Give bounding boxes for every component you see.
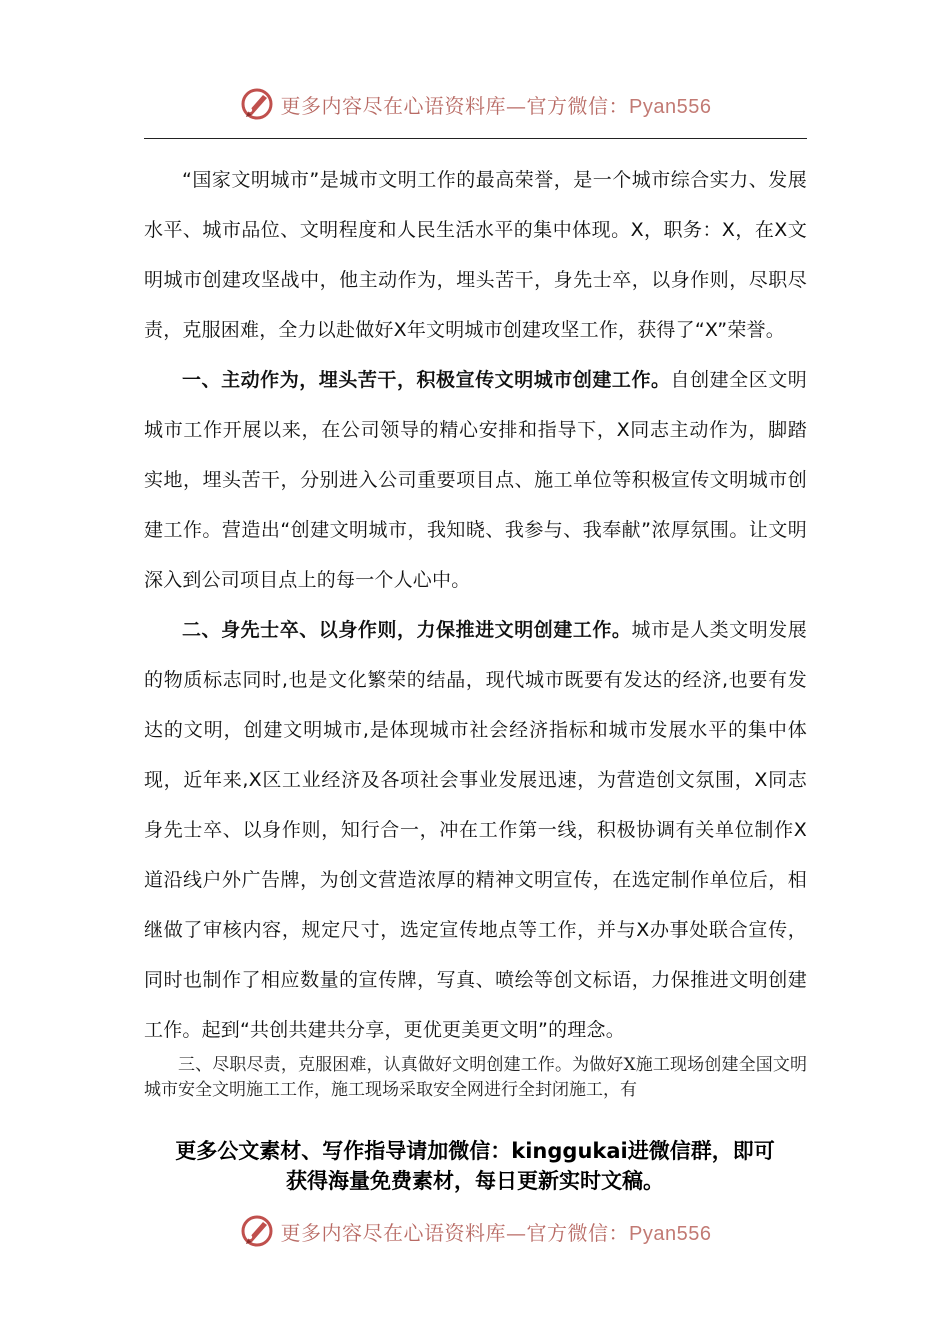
paragraph-text: “国家文明城市”是城市文明工作的最高荣誉，是一个城市综合实力、发展水平、城市品位、文明程度和人民生活水平的集中体现。X，职务：X，在X文明城市创建攻坚战中，他主动作为，埋头苦干，身先士卒，以身作则，尽职尽责，克服困难，全力以赴做好X年文明城市创建攻坚工作，获得了“X”荣誉。 (144, 169, 807, 341)
header-banner (0, 84, 950, 124)
promo-line-2: 获得海量免费素材，每日更新实时文稿。 (286, 1169, 664, 1193)
paragraph-section-1 (144, 355, 807, 605)
paragraph-section-2 (144, 605, 807, 1055)
footer-banner-text: 更多内容尽在心语资料库—官方微信：Pyan556 (280, 1220, 712, 1245)
paragraph-section-3: 三、尽职尽责，克服困难，认真做好文明创建工作。为做好X施工现场创建全国文明城市安全文明施工工作，施工现场采取安全网进行全封闭施工，有 (144, 1055, 807, 1100)
pen-logo-icon (239, 86, 275, 122)
promo-notice (120, 1136, 830, 1196)
header-banner-text: 更多内容尽在心语资料库—官方微信：Pyan556 (280, 93, 712, 118)
document-body (144, 155, 807, 1055)
header-divider (144, 138, 807, 139)
pen-logo-icon (239, 1213, 275, 1249)
paragraph-text: 城市是人类文明发展的物质标志同时,也是文化繁荣的结晶，现代城市既要有发达的经济,也要有发达的文明，创建文明城市,是体现城市社会经济指标和城市发展水平的集中体现，近年来,X区工业经济及各项社会事业发展迅速，为营造创文氛围，X同志身先士卒、以身作则，知行合一，冲在工作第一线，积极协调有关单位制作X道沿线户外广告牌，为创文营造浓厚的精神文明宣传，在选定制作单位后，相继做了审核内容，规定尺寸，选定宣传地点等工作，并与X办事处联合宣传，同时也制作了相应数量的宣传牌，写真、喷绘等创文标语，力保推进文明创建工作。起到“共创共建共分享，更优更美更文明”的理念。 (144, 619, 807, 1041)
footer-wechat-id: Pyan556 (629, 1222, 712, 1245)
footer-banner (0, 1211, 950, 1251)
section-heading: 二、身先士卒、以身作则，力保推进文明创建工作。 (182, 619, 632, 641)
paragraph-text: 自创建全区文明城市工作开展以来，在公司领导的精心安排和指导下，X同志主动作为，脚踏实地，埋头苦干，分别进入公司重要项目点、施工单位等积极宣传文明城市创建工作。营造出“创建文明城市，我知晓、我参与、我奉献”浓厚氛围。让文明深入到公司项目点上的每一个人心中。 (144, 369, 807, 591)
promo-line-1: 更多公文素材、写作指导请加微信：kinggukai进微信群，即可 (175, 1139, 775, 1163)
paragraph-intro (144, 155, 807, 355)
section-heading: 一、主动作为，埋头苦干，积极宣传文明城市创建工作。 (182, 369, 671, 391)
header-wechat-id: Pyan556 (629, 95, 712, 118)
